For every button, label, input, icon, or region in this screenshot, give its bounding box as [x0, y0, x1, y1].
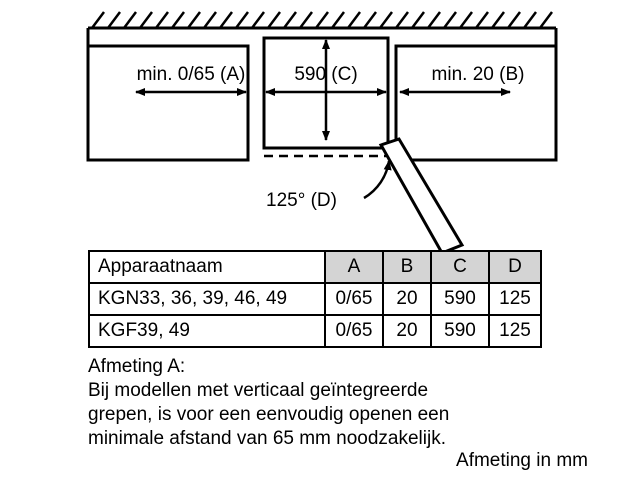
row-value-a: 0/65 — [325, 315, 383, 347]
row-value-d: 125 — [489, 315, 541, 347]
open-door — [381, 139, 462, 253]
row-model-name: KGF39, 49 — [89, 315, 325, 347]
table-header-name: Apparaatnaam — [89, 251, 325, 283]
dimensions-table — [88, 250, 542, 348]
row-value-b: 20 — [383, 283, 431, 315]
row-value-c: 590 — [431, 315, 489, 347]
right-gap-label: min. 20 (B) — [431, 64, 525, 85]
row-value-b: 20 — [383, 315, 431, 347]
table-header-b: B — [383, 251, 431, 283]
table-row — [89, 283, 541, 315]
unit-footnote: Afmeting in mm — [456, 450, 588, 471]
row-value-c: 590 — [431, 283, 489, 315]
table-header-a: A — [325, 251, 383, 283]
side-walls — [88, 28, 556, 160]
niche-width-label: 590 (C) — [294, 64, 358, 85]
notes-block — [88, 355, 558, 451]
row-value-d: 125 — [489, 283, 541, 315]
notes-line-1: Afmeting A: — [88, 356, 186, 377]
door-angle-label: 125° (D) — [266, 190, 337, 211]
table-header-d: D — [489, 251, 541, 283]
row-model-name: KGN33, 36, 39, 46, 49 — [89, 283, 325, 315]
right-gap-dimension — [400, 64, 524, 92]
table-header-row — [89, 251, 541, 283]
left-gap-label: min. 0/65 (A) — [136, 64, 246, 85]
row-value-a: 0/65 — [325, 283, 383, 315]
ceiling-hatch — [88, 12, 556, 28]
notes-line-2: Bij modellen met verticaal geïntegreerde — [88, 380, 429, 401]
door-angle-dimension — [266, 161, 389, 211]
notes-line-3: grepen, is voor een eenvoudig openen een — [88, 404, 450, 425]
left-gap-dimension — [136, 64, 246, 92]
table-row — [89, 315, 541, 347]
table-header-c: C — [431, 251, 489, 283]
notes-line-4: minimale afstand van 65 mm noodzakelijk. — [88, 428, 447, 449]
